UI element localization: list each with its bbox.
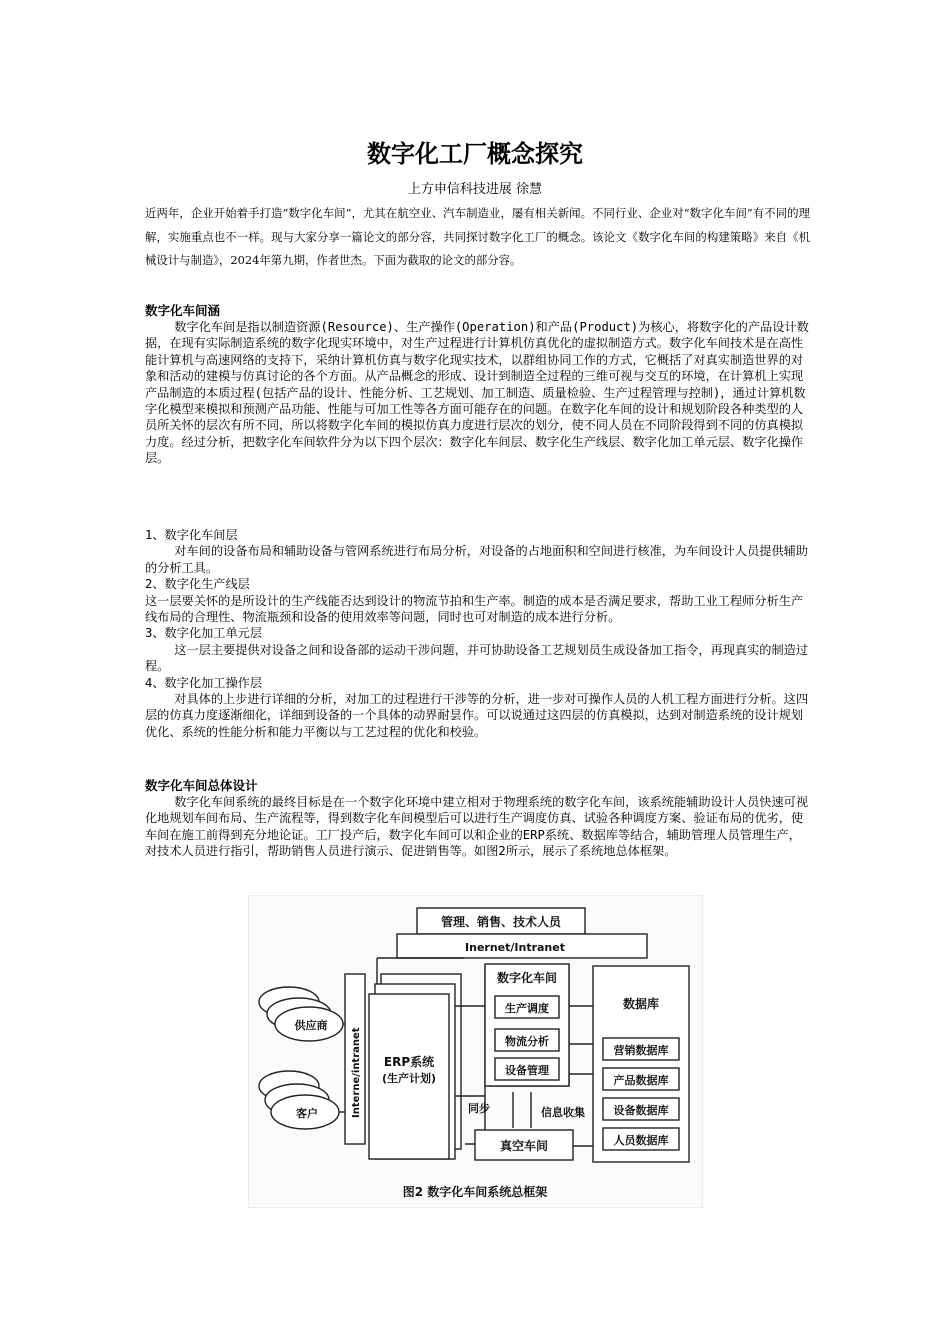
intro-paragraph: 近两年，企业开始着手打造“数字化车间”，尤其在航空业、汽车制造业，屡有相关新闻。不同行业、企业对“数字化车间”有不同的理解，实施重点也不一样。现与大家分享一篇论文的部分容，共同探讨数字化工厂的概念。该论文《数字化车间的构建策略》来自《机械设计与制造》，2024年第九期，作者世杰。下面为截取的论文的部分容。 [145,206,810,267]
section-2-heading: 数字化车间总体设计 [145,778,258,793]
section-1 [145,302,810,467]
network-bar-label: Inernet/Intranet [465,941,565,954]
level-2-heading: 2、数字化生产线层 [145,577,250,592]
byline: 上方申信科技进展 徐慧 [407,182,543,197]
figure-system-framework [248,895,703,1208]
workshop-item-1-label: 生产调度 [505,1002,549,1015]
collect-label: 信息收集 [541,1106,585,1119]
figure-caption: 图2 数字化车间系统总框架 [402,1185,548,1199]
document-title: 数字化工厂概念探究 [367,140,583,168]
real-workshop-label: 真空车间 [499,1139,549,1153]
erp-label-2: (生产计划) [381,1072,437,1085]
workshop-item-2-label: 物流分析 [505,1035,549,1048]
database-item-2-label: 产品数据库 [613,1074,669,1087]
database-item-1-label: 营销数据库 [613,1044,669,1057]
workshop-title: 数字化车间 [496,971,558,985]
workshop-db-arrows [569,1006,593,1074]
sync-arrows [513,1092,531,1128]
level-2-text: 这一层要关怀的是所设计的生产线能否达到设计的物流节拍和生产率。制造的成本是否满足要求，帮助工业工程师分析生产线布局的合理性、物流瓶颈和设备的使用效率等问题，同时也可对制造的成本进行分析。 [145,593,804,625]
section-1-heading: 数字化车间涵 [145,303,221,318]
level-4-text: 对具体的上步进行详细的分析，对加工的过程进行干涉等的分析，进一步对可操作人员的人机工程方面进行分析。这四层的仿真力度逐渐细化，详细到设备的一个具体的动界耐昙作。可以说通过这四层的仿真模拟，达到对制造系统的设计规划优化、系统的性能分析和能力平衡以与工艺过程的优化和校验。 [145,692,809,739]
levels-list [145,527,810,740]
database-title: 数据库 [622,997,660,1011]
level-1-text: 对车间的设备布局和辅助设备与管网系统进行布局分析，对设备的占地面积和空间进行核准，为车间设计人员提供辅助的分析工具。 [145,544,809,575]
section-1-paragraph: 数字化车间是指以制造资源(Resource)、生产操作(Operation)和产品(Product)为核心，将数字化的产品设计数据，在现有实际制造系统的数字化现实环境中，对生产过程进行计算机仿真优化的虚拟制造方式。数字化车间技术是在高性能计算机与高速网络的支持下，采纳计算机仿真与数字化现实技术，以群组协同工作的方式，它概括了对真实制造世界的对象和活动的建模与仿真讨论的各个方面。从产品概念的形成、设计到制造全过程的三维可视与交互的环境，在计算机上实现产品制造的本质过程(包括产品的设计、性能分析、工艺规划、加工制造、质量检验、生产过程管理与控制)，通过计算机数字化模型来模拟和预测产品功能、性能与可加工性等各方面可能存在的问题。在数字化车间的设计和规划阶段各种类型的人员所关怀的层次有所不同，所以将数字化车间的模拟仿真力度进行层次的划分，使不同人员在不同阶段得到不同的仿真模拟力度。经过分析，把数字化车间软件分为以下四个层次：数字化车间层、数字化生产线层、数字化加工单元层、数字化操作层。 [145,320,809,466]
level-4-heading: 4、数字化加工操作层 [145,675,263,690]
users-box-label: 管理、销售、技术人员 [440,915,562,929]
workshop-item-3-label: 设备管理 [505,1064,549,1077]
level-3-heading: 3、数字化加工单元层 [145,626,263,641]
level-1-heading: 1、数字化车间层 [145,528,238,542]
supplier-label: 供应商 [294,1019,328,1032]
database-item-4-label: 人员数据库 [613,1134,669,1147]
side-network-label: Interne/intranet [351,1027,362,1118]
customer-label: 客户 [296,1107,318,1120]
section-2-paragraph: 数字化车间系统的最终目标是在一个数字化环境中建立相对于物理系统的数字化车间，该系统能辅助设计人员快速可视化地规划车间布局、生产流程等，得到数字化车间模型后可以进行生产调度仿真、试验各种调度方案、验证布局的优劣，使车间在施工前得到充分地论证。工厂投产后，数字化车间可以和企业的ERP系统、数据库等结合，辅助管理人员管理生产，对技术人员进行指引，帮助销售人员进行演示、促进销售等。如图2所示，展示了系统地总体框架。 [145,795,809,859]
section-2 [145,777,810,860]
sync-label: 同步 [468,1102,490,1115]
framework-diagram [249,896,702,1207]
erp-label-1: ERP系统 [383,1055,435,1069]
level-3-text: 这一层主要提供对设备之间和设备部的运动干涉问题，并可协助设备工艺规划员生成设备加工指令，再现真实的制造过程。 [145,642,809,674]
database-item-3-label: 设备数据库 [613,1104,669,1117]
